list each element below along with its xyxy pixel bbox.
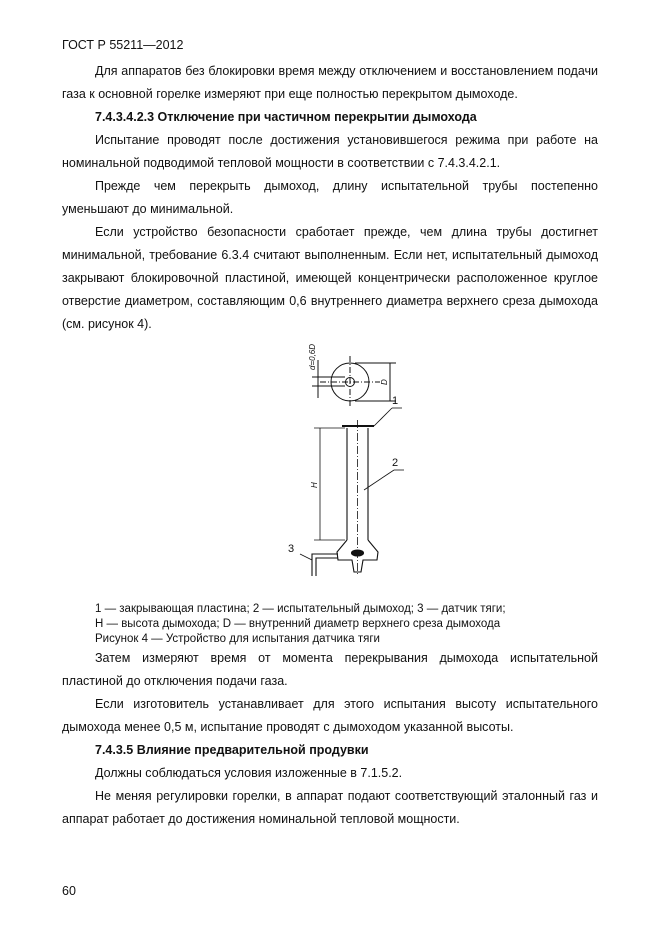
document-header: ГОСТ Р 55211—2012 (62, 38, 184, 52)
figure-legend (62, 602, 598, 632)
dim-label-d: d=0,6D (308, 343, 317, 370)
paragraphs-top (62, 60, 598, 336)
callout-3: 3 (288, 543, 295, 555)
legend-line-1: 1 — закрывающая пластина; 2 — испытательный дымоход; 3 — датчик тяги; (95, 603, 506, 615)
paragraphs-bottom (62, 647, 598, 831)
callout-2: 2 (392, 457, 399, 469)
body-paragraph: Если изготовитель устанавливает для этого испытания высоту испытательного дымохода менее 0,5 м, испытание проводят с дымоходом указанной высоты. (62, 697, 598, 734)
callout-1: 1 (392, 395, 399, 407)
legend-line-2: H — высота дымохода; D — внутренний диаметр верхнего среза дымохода (95, 618, 501, 630)
section-heading: 7.4.3.5 Влияние предварительной продувки (95, 743, 369, 757)
body-paragraph: Для аппаратов без блокировки время между отключением и восстановлением подачи газа к основной горелке измеряют при еще полностью перекрытом дымоходе. (62, 64, 598, 101)
body-paragraph: Не меняя регулировки горелки, в аппарат подают соответствующий эталонный газ и аппарат работает до достижения номинальной тепловой мощности. (62, 789, 598, 826)
section-heading: 7.4.3.4.2.3 Отключение при частичном перекрытии дымохода (95, 110, 477, 124)
body-paragraph: Затем измеряют время от момента перекрывания дымохода испытательной пластиной до отключения подачи газа. (62, 651, 598, 688)
body-paragraph: Прежде чем перекрыть дымоход, длину испытательной трубы постепенно уменьшают до минимальной. (62, 179, 598, 216)
body-paragraph: Испытание проводят после достижения установившегося режима при работе на номинальной подводимой тепловой мощности в соответствии с 7.4.3.4.2.1. (62, 133, 598, 170)
chimney-test-drawing (62, 340, 598, 602)
dim-label-H: H (310, 482, 319, 488)
body-paragraph: Должны соблюдаться условия изложенные в 7.1.5.2. (95, 766, 403, 780)
figure-4 (62, 340, 598, 602)
figure-title: Рисунок 4 — Устройство для испытания датчика тяги (95, 633, 380, 645)
body-paragraph: Если устройство безопасности сработает прежде, чем длина трубы достигнет минимальной, требование 6.3.4 считают выполненным. Если нет, испытательный дымоход закрывают блокировочной пластиной, имеющей концентрически расположенное круглое отверстие диаметром, составляющим 0,6 внутреннего диаметра верхнего среза дымохода (см. рисунок 4). (62, 225, 598, 331)
dim-label-D: D (380, 379, 389, 385)
chimney-side-view (300, 408, 404, 576)
main-content (62, 60, 598, 831)
page-number: 60 (62, 884, 76, 898)
